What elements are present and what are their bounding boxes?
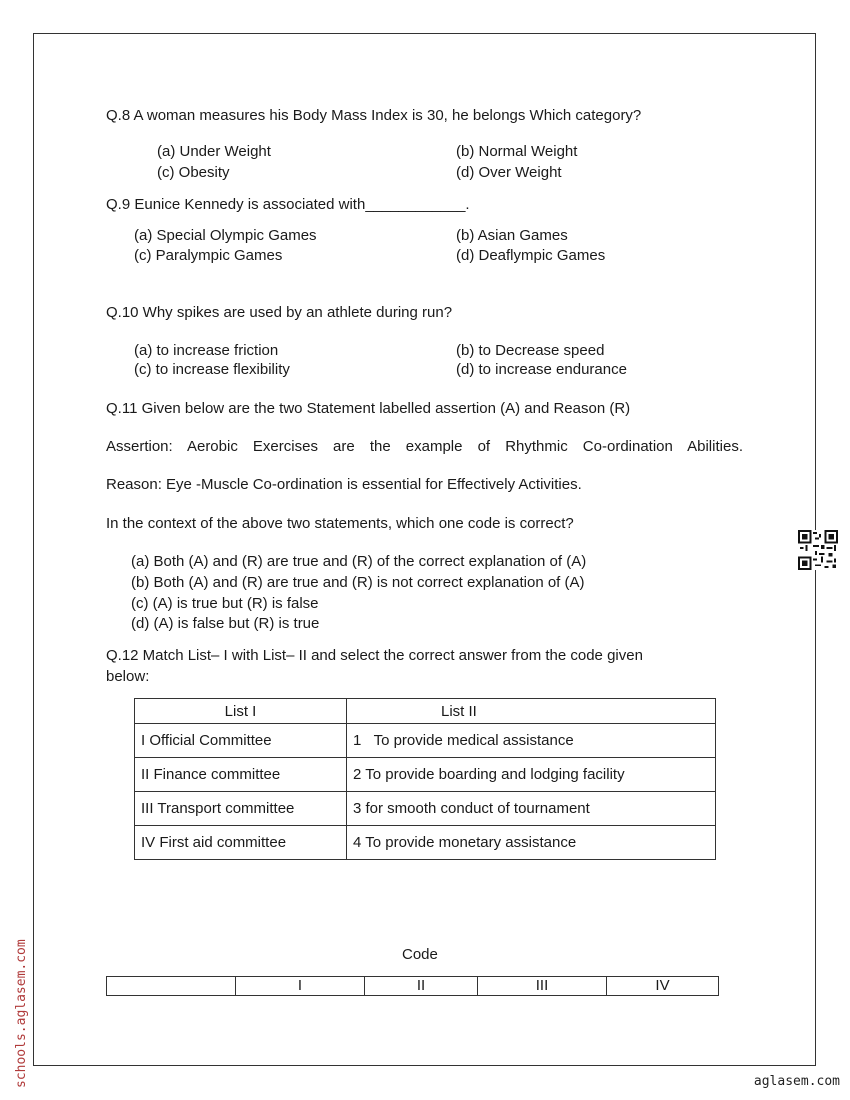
code-cell-iv: IV [607,977,719,996]
q8-option-d: (d) Over Weight [456,164,562,181]
code-table-row [107,977,719,996]
q12-question-line2: below: [106,668,150,685]
q11-option-b: (b) Both (A) and (R) are true and (R) is not correct explanation of (A) [131,574,585,591]
match-cell-list2: 2 To provide boarding and lodging facility [347,758,716,792]
match-cell-list1: I Official Committee [135,724,347,758]
match-cell-list1: IV First aid committee [135,826,347,860]
q10-option-d: (d) to increase endurance [456,361,627,378]
match-cell-list2: 4 To provide monetary assistance [347,826,716,860]
qr-code-icon [798,530,838,570]
q9-option-a: (a) Special Olympic Games [134,227,317,244]
code-cell-ii: II [365,977,478,996]
q8-option-c: (c) Obesity [157,164,230,181]
q9-option-d: (d) Deaflympic Games [456,247,606,264]
q11-option-a: (a) Both (A) and (R) are true and (R) of the correct explanation of (A) [131,553,587,570]
q8-option-b: (b) Normal Weight [456,143,578,160]
q9-option-b: (b) Asian Games [456,227,568,244]
match-cell-list1: II Finance committee [135,758,347,792]
q9-option-c: (c) Paralympic Games [134,247,283,264]
page-border [33,33,816,1066]
q10-question: Q.10 Why spikes are used by an athlete during run? [106,304,453,321]
q12-question-line1: Q.12 Match List– I with List– II and select the correct answer from the code given [106,647,643,664]
q10-option-a: (a) to increase friction [134,342,279,359]
match-cell-list1: III Transport committee [135,792,347,826]
code-cell-iii: III [478,977,607,996]
q11-question: Q.11 Given below are the two Statement labelled assertion (A) and Reason (R) [106,400,631,417]
q11-assertion: Assertion: Aerobic Exercises are the example of Rhythmic Co-ordination Abilities. [106,438,743,455]
q11-reason: Reason: Eye -Muscle Co-ordination is essential for Effectively Activities. [106,476,582,493]
match-table [134,698,716,860]
match-cell-list2: 3 for smooth conduct of tournament [347,792,716,826]
q11-option-d: (d) (A) is false but (R) is true [131,615,320,632]
table-row [135,758,716,792]
code-cell-i: I [236,977,365,996]
table-row [135,724,716,758]
code-table [106,976,719,996]
q11-prompt: In the context of the above two statements, which one code is correct? [106,515,574,532]
table-row [135,792,716,826]
q8-option-a: (a) Under Weight [157,143,271,160]
q8-question: Q.8 A woman measures his Body Mass Index is 30, he belongs Which category? [106,107,642,124]
match-table-header-row [135,699,716,724]
match-header-list-1: List I [135,699,347,724]
code-title: Code [402,946,438,963]
table-row [135,826,716,860]
code-cell-blank [107,977,236,996]
match-header-list-2: List II [347,699,716,724]
q10-option-b: (b) to Decrease speed [456,342,605,359]
q10-option-c: (c) to increase flexibility [134,361,290,378]
q11-option-c: (c) (A) is true but (R) is false [131,595,319,612]
footer-watermark-url: aglasem.com [753,1074,840,1089]
side-watermark-url: schools.aglasem.com [14,939,29,1088]
match-cell-list2: 1 To provide medical assistance [347,724,716,758]
q9-question: Q.9 Eunice Kennedy is associated with____________. [106,196,470,213]
